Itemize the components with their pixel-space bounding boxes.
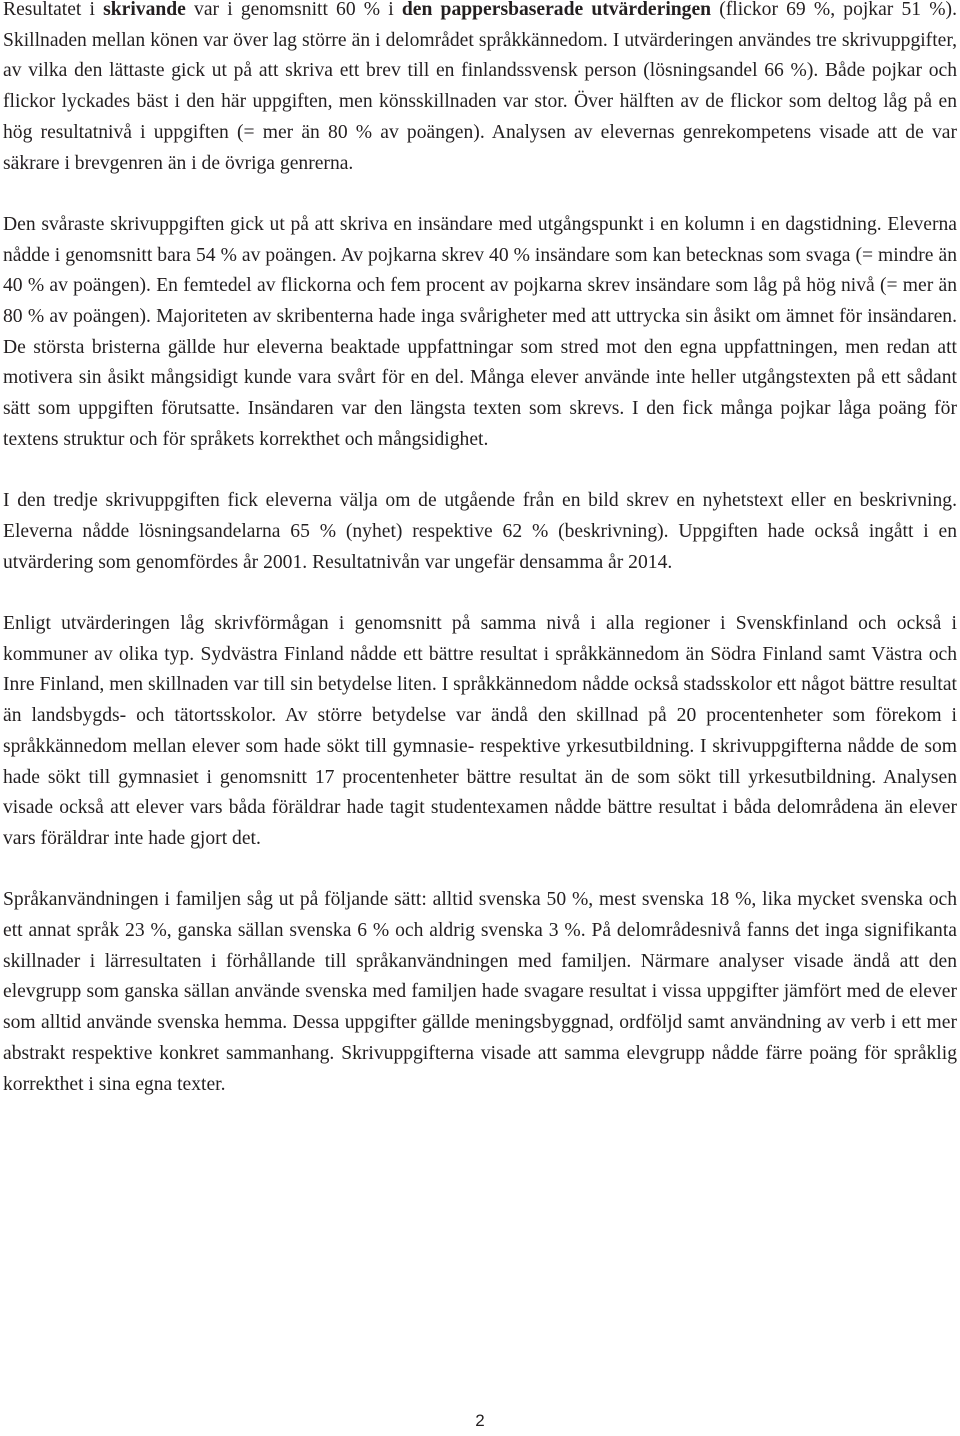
text-run: var i genomsnitt 60 % i bbox=[185, 0, 402, 20]
document-body bbox=[3, 0, 957, 1131]
paragraph-hardest-task bbox=[3, 210, 957, 456]
text-run: Språkanvändningen i familjen såg ut på följande sätt: alltid svenska 50 %, mest svenska 18 %, lika mycket svenska och ett annat språk 23 %, ganska sällan svenska 6 % och aldrig svenska 3 %. På delområdesnivå fanns det inga signifikanta skillnader i lärresultaten i förhållande till språkanvändningen med familjen. Närmare analyser visade ändå att den elevgrupp som ganska sällan använde svenska med familjen hade svagare resultat i vissa uppgifter jämfört med de elever som alltid använde svenska hemma. Dessa uppgifter gällde meningsbyggnad, ordföljd samt användning av verb i ett mer abstrakt respektive konkret sammanhang. Skrivuppgifterna visade att samma elevgrupp nådde färre poäng för språklig korrekthet i sina egna texter. bbox=[3, 889, 957, 1095]
paragraph-third-task bbox=[3, 486, 957, 578]
paragraph-regional-differences bbox=[3, 609, 957, 855]
paragraph-family-language bbox=[3, 885, 957, 1100]
text-run: Den svåraste skrivuppgiften gick ut på att skriva en insändare med utgångspunkt i en kolumn i en dagstidning. Eleverna nådde i genomsnitt bara 54 % av poängen. Av pojkarna skrev 40 % insändare som kan betecknas som svaga (= mindre än 40 % av poängen). En femtedel av flickorna och fem procent av pojkarna skrev insändare som låg på hög nivå (= mer än 80 % av poängen). Majoriteten av skribenterna hade inga svårigheter med att uttrycka sin åsikt om ämnet för insändaren. De största bristerna gällde hur eleverna beaktade uppfattningar som stred mot den egna uppfattningen, men redan att motivera sin åsikt mångsidigt kunde vara svårt för en del. Många elever använde inte heller utgångstexten på ett sådant sätt som uppgiften förutsatte. Insändaren var den längsta texten som skrevs. I den fick många pojkar låga poäng för textens struktur och för språkets korrekthet och mångsidighet. bbox=[3, 213, 957, 450]
bold-term-skrivande: skrivande bbox=[103, 0, 186, 20]
text-run: Enligt utvärderingen låg skrivförmågan i genomsnitt på samma nivå i alla regioner i Svenskfinland och också i kommuner av olika typ. Sydvästra Finland nådde ett bättre resultat i språkkännedom än Södra Finland samt Västra och Inre Finland, men skillnaden var till sin betydelse liten. I språkkännedom nådde också stadsskolor ett något bättre resultat än landsbygds- och tätortsskolor. Av större betydelse var ändå den skillnad på 20 procentenheter som förekom i språkkännedom mellan elever som hade sökt till gymnasie- respektive yrkesutbildning. I skrivuppgifterna nådde de som hade sökt till gymnasiet i genomsnitt 17 procentenheter bättre resultat än de som sökt till yrkesutbildning. Analysen visade också att elever vars båda föräldrar hade tagit studentexamen nådde bättre resultat i båda delområdena än elever vars föräldrar inte hade gjort det. bbox=[3, 613, 957, 849]
paragraph-writing-results bbox=[3, 0, 957, 179]
bold-term-paper-evaluation: den pappersbaserade utvärderingen bbox=[401, 0, 712, 20]
page-number: 2 bbox=[475, 1411, 485, 1430]
text-run: I den tredje skrivuppgiften fick eleverna välja om de utgående från en bild skrev en nyhetstext eller en beskrivning. Eleverna nådde lösningsandelarna 65 % (nyhet) respektive 62 % (beskrivning). Uppgiften hade också ingått i en utvärdering som genomfördes år 2001. Resultatnivån var ungefär densamma år 2014. bbox=[3, 490, 957, 573]
text-run: (flickor 69 %, pojkar 51 %). Skillnaden mellan könen var över lag större än i delområdet språkkännedom. I utvärderingen användes tre skrivuppgifter, av vilka den lättaste gick ut på att skriva ett brev till en finlandssvensk person (lösningsandel 66 %). Både pojkar och flickor lyckades bäst i den här uppgiften, men könsskillnaden var stor. Över hälften av de flickor som deltog låg på en hög resultatnivå i uppgiften (= mer än 80 % av poängen). Analysen av elevernas genrekompetens visade att de var säkrare i brevgenren än i de övriga genrerna. bbox=[3, 0, 957, 174]
text-run: Resultatet i bbox=[3, 0, 104, 20]
